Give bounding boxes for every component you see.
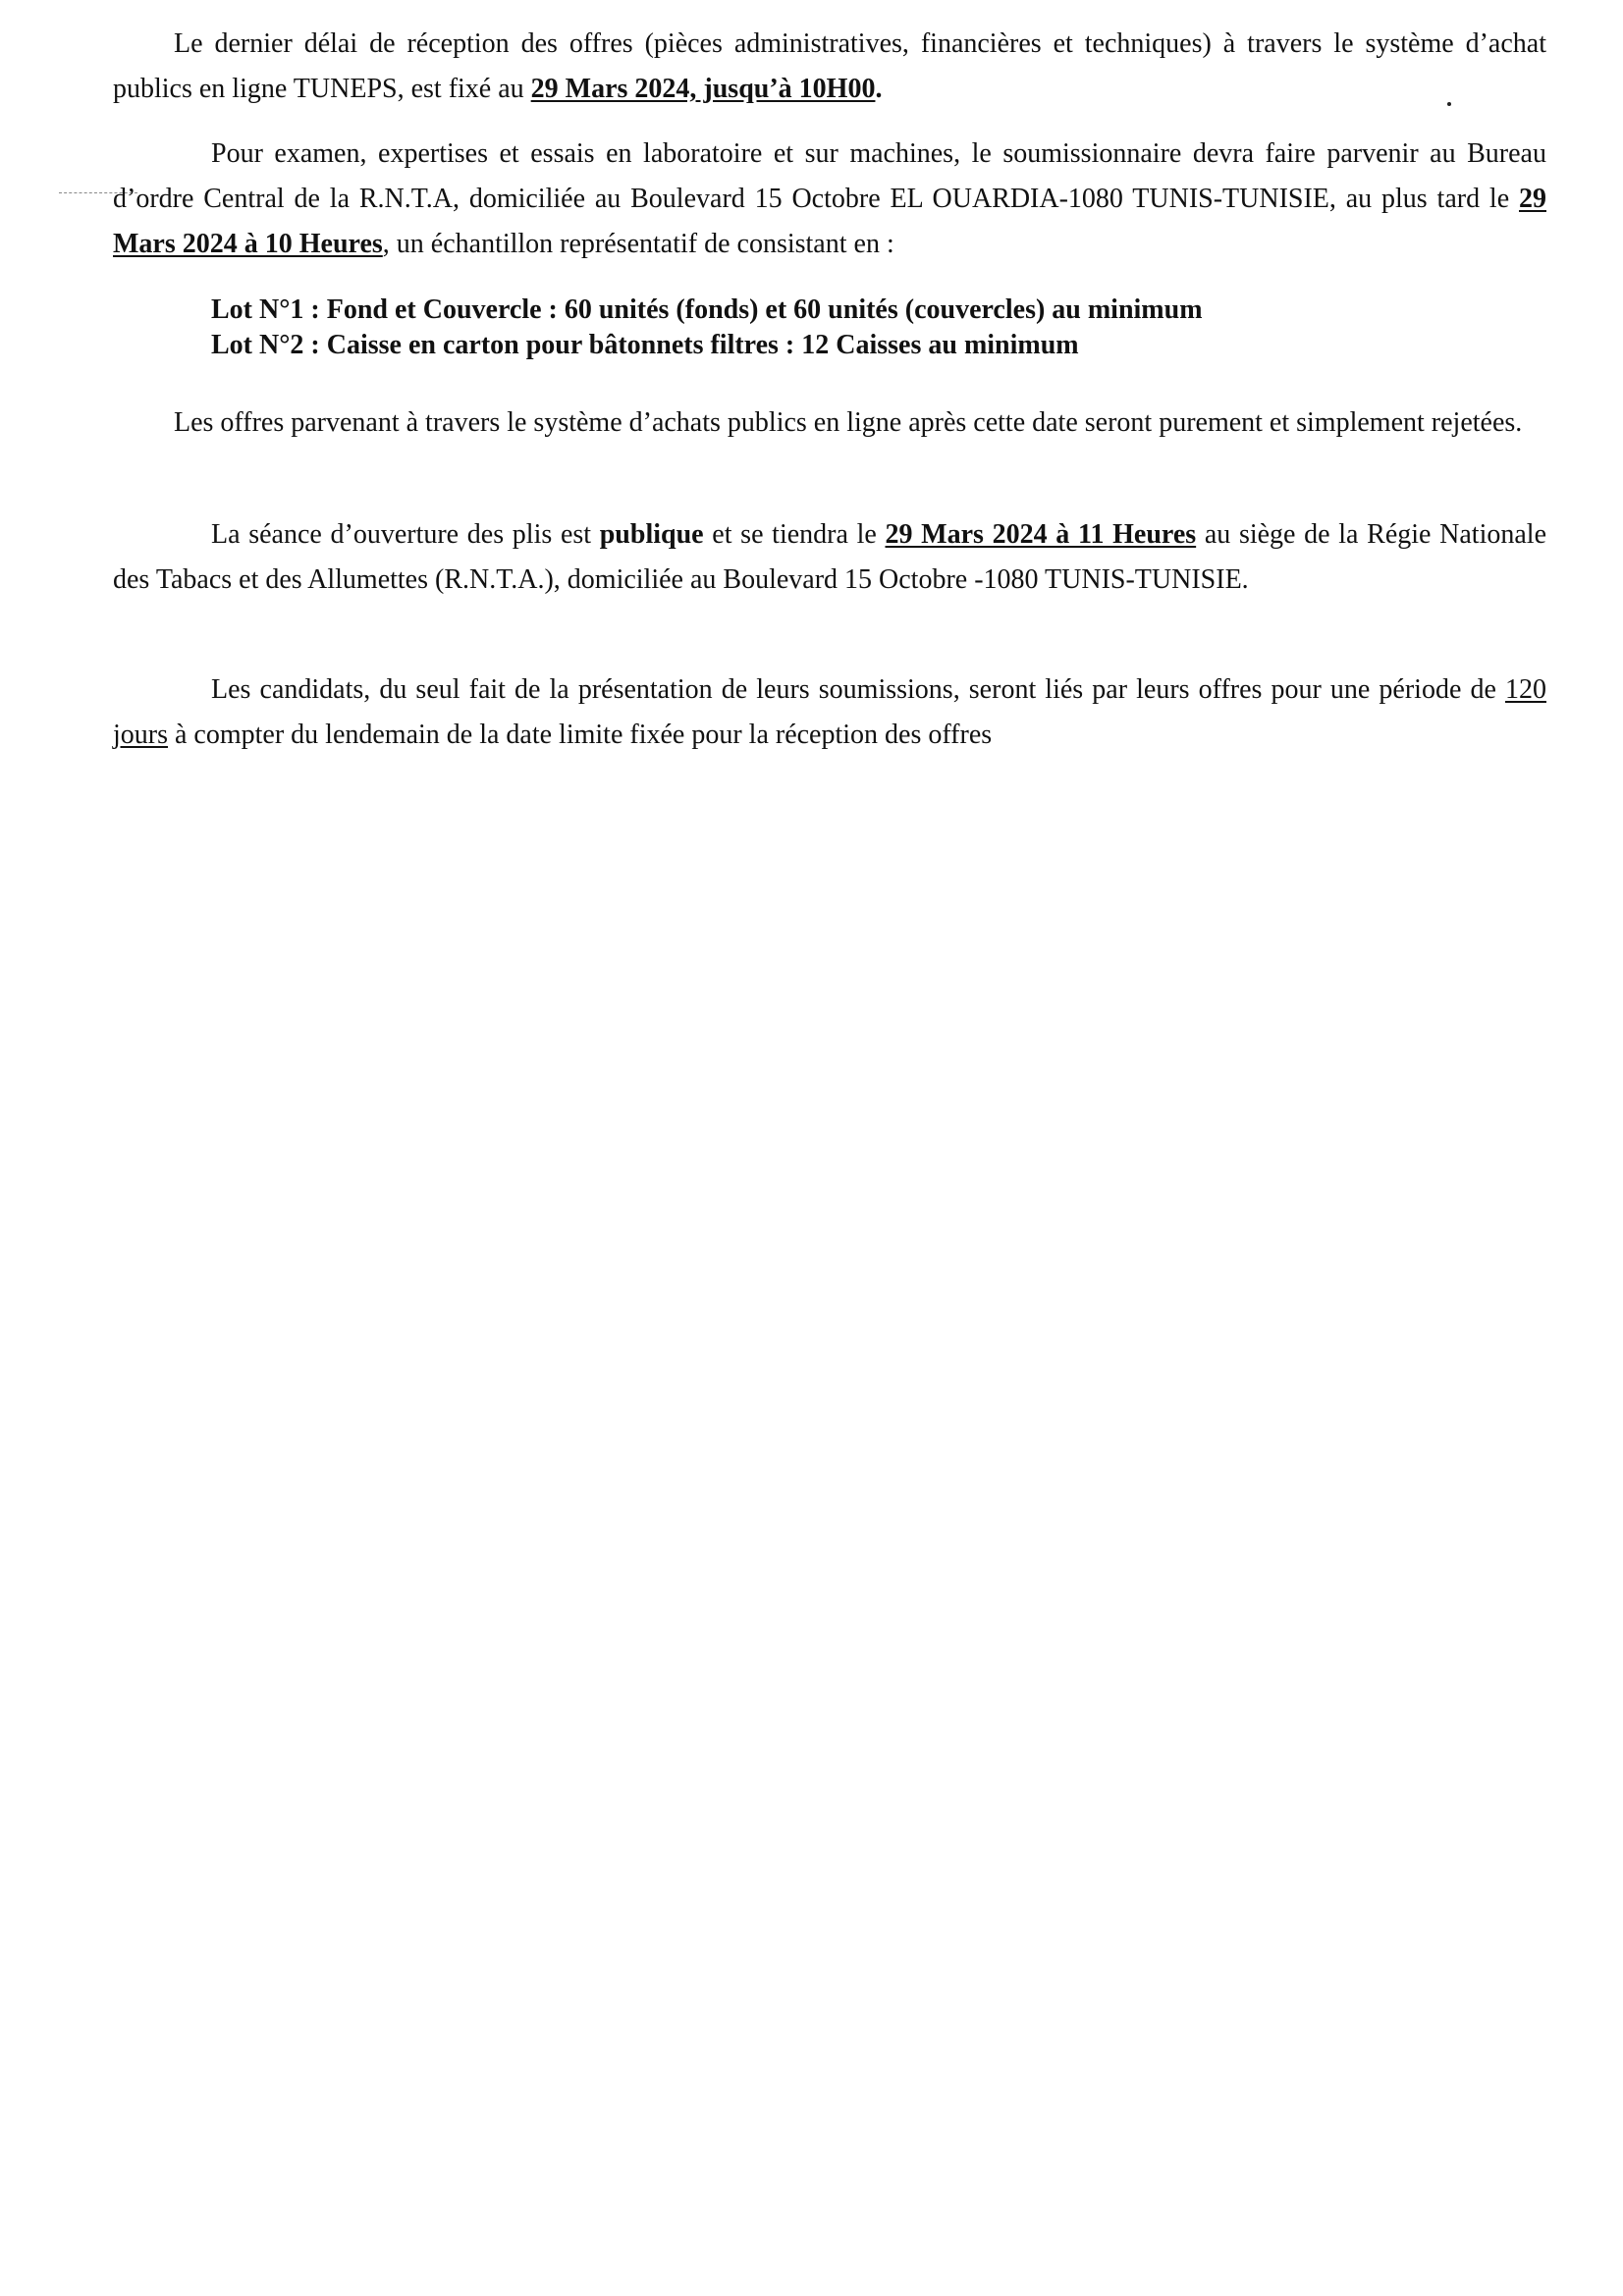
paragraph-text: Les candidats, du seul fait de la présentation de leurs soumissions, seront liés par leurs offres pour une période de bbox=[211, 674, 1505, 705]
paragraph-text-mid: et se tiendra le bbox=[703, 519, 886, 550]
opening-session-date: 29 Mars 2024 à 11 Heures bbox=[885, 519, 1197, 550]
paragraph-text: La séance d’ouverture des plis est bbox=[211, 519, 600, 550]
validity-period: 120 jours bbox=[113, 674, 1546, 750]
samples-deadline-date: 29 Mars 2024 à 10 Heures bbox=[113, 184, 1546, 259]
lots-list bbox=[211, 293, 1203, 363]
paragraph-text: Pour examen, expertises et essais en laboratoire et sur machines, le soumissionnaire devra faire parvenir au Bureau d’ordre Central de la R.N.T.A, domiciliée au Boulevard 15 Octobre EL OUARDIA-1080 TUNIS-TUNISIE, au plus tard le bbox=[113, 138, 1546, 214]
lot-item-1: Lot N°1 : Fond et Couvercle : 60 unités (fonds) et 60 unités (couvercles) au minimum bbox=[211, 294, 1203, 325]
paragraph-samples bbox=[113, 132, 1546, 267]
paragraph-rejection bbox=[113, 400, 1546, 446]
lot-item-2: Lot N°2 : Caisse en carton pour bâtonnets filtres : 12 Caisses au minimum bbox=[211, 330, 1079, 360]
paragraph-end: . bbox=[875, 74, 883, 104]
paragraph-opening-session bbox=[113, 512, 1546, 603]
paragraph-text-end: à compter du lendemain de la date limite fixée pour la réception des offres bbox=[168, 720, 993, 750]
paragraph-text: Le dernier délai de réception des offres (pièces administratives, financières et techniques) à travers le système d’achat publics en ligne TUNEPS, est fixé au bbox=[113, 28, 1546, 104]
paragraph-submission-deadline bbox=[113, 22, 1546, 112]
paragraph-text-end: au siège de la Régie Nationale des Tabacs et des Allumettes (R.N.T.A.), domiciliée au Boulevard 15 Octobre -1080 TUNIS-TUNISIE. bbox=[113, 519, 1547, 595]
paragraph-text: Les offres parvenant à travers le système d’achats publics en ligne après cette date seront purement et simplement rejetées. bbox=[174, 407, 1523, 438]
paragraph-validity bbox=[113, 667, 1546, 758]
paragraph-text-end: , un échantillon représentatif de consistant en : bbox=[382, 229, 894, 259]
submission-deadline-date: 29 Mars 2024, jusqu’à 10H00 bbox=[530, 74, 876, 104]
public-keyword: publique bbox=[599, 519, 704, 550]
